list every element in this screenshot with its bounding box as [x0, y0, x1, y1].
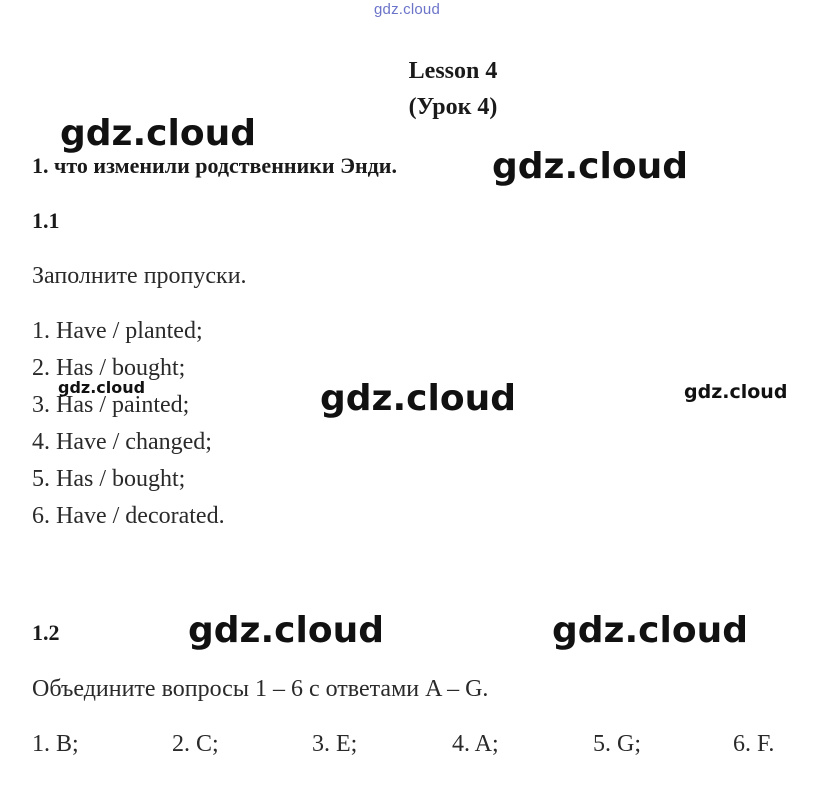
watermark: gdz.cloud	[58, 378, 146, 397]
match-item: 4. A;	[452, 731, 499, 757]
answer-item: 6. Have / decorated.	[32, 503, 225, 529]
match-item: 3. E;	[312, 731, 358, 757]
lesson-subtitle: (Урок 4)	[408, 94, 498, 120]
watermark: gdz.cloud	[188, 610, 384, 651]
match-item: 5. G;	[593, 731, 641, 757]
watermark: gdz.cloud	[684, 381, 788, 403]
exercise-1-1-number: 1.1	[32, 208, 60, 233]
exercise-1-2-instruction: Объедините вопросы 1 – 6 с ответами A – G.	[32, 676, 489, 702]
answer-item: 4. Have / changed;	[32, 429, 212, 455]
header-watermark: gdz.cloud	[373, 1, 440, 18]
answer-item: 1. Have / planted;	[32, 318, 203, 344]
section-heading: 1. что изменили родственники Энди.	[32, 153, 397, 178]
answer-item: 2. Has / bought;	[32, 355, 186, 381]
exercise-1-1-instruction: Заполните пропуски.	[32, 263, 247, 289]
match-item: 1. B;	[32, 731, 79, 757]
match-item: 6. F.	[733, 731, 775, 757]
watermark: gdz.cloud	[320, 378, 516, 419]
watermark: gdz.cloud	[60, 113, 256, 154]
lesson-title: Lesson 4	[408, 58, 498, 84]
match-item: 2. C;	[172, 731, 219, 757]
exercise-1-2-number: 1.2	[32, 620, 60, 645]
answer-item: 3. Has / painted;	[32, 392, 190, 418]
watermark: gdz.cloud	[552, 610, 748, 651]
watermark: gdz.cloud	[492, 146, 688, 187]
answer-item: 5. Has / bought;	[32, 466, 186, 492]
